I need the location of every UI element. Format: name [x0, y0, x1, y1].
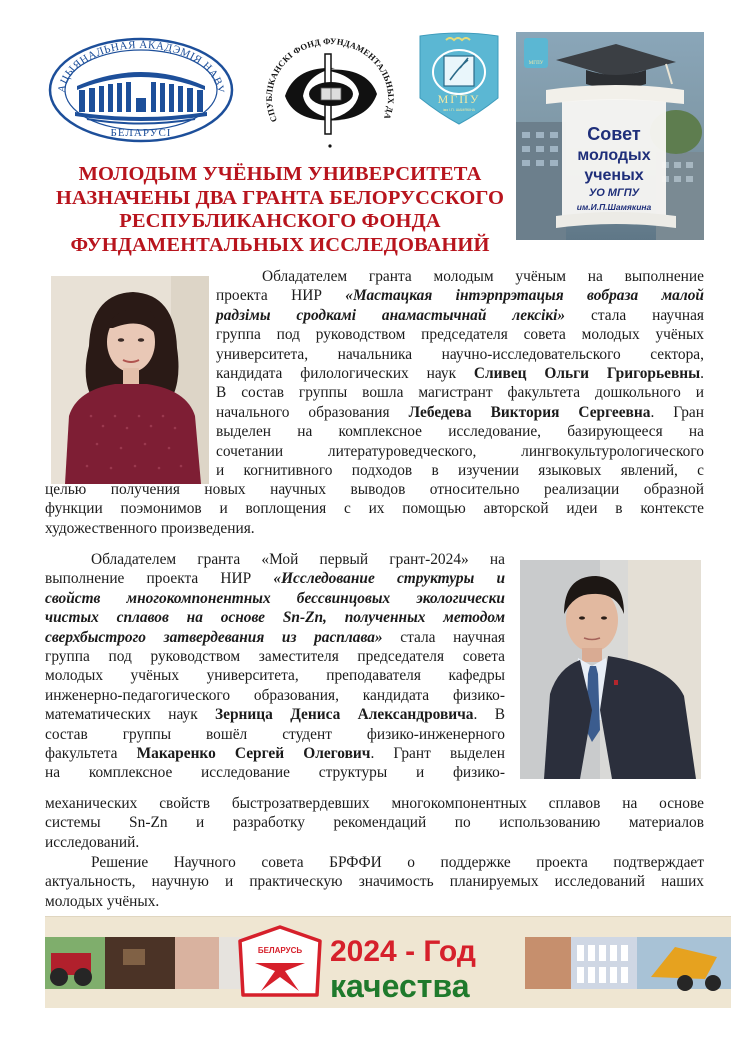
- text-run: факультета: [45, 745, 137, 763]
- text-line: [216, 461, 704, 480]
- text-line: [216, 286, 704, 305]
- text-line: [216, 422, 704, 441]
- text-run: проекта НИР: [216, 287, 346, 305]
- text-line: [216, 403, 704, 422]
- emphasis-run: Макаренко Сергей Олегович: [136, 745, 371, 763]
- brffi-emblem-icon: [255, 28, 405, 153]
- text-run: группа под руководством заместителя председателя совета: [45, 648, 505, 666]
- woman-portrait-image: [51, 276, 209, 484]
- text-line: [45, 725, 505, 744]
- text-run: и когнитивного подходов в изучении языковых явлений, с: [216, 462, 704, 480]
- text-run: . Грант выделен: [370, 745, 505, 763]
- headline-line: НАЗНАЧЕНЫ ДВА ГРАНТА БЕЛОРУССКОГО: [55, 186, 505, 209]
- text-line: [216, 306, 704, 325]
- quality-mark-emblem-icon: [240, 927, 320, 995]
- text-run: инженерно-педагогического образования, кандидата физико-: [45, 686, 505, 704]
- text-line: [216, 267, 704, 286]
- year-of-quality-banner: [45, 916, 731, 1008]
- nan-bottom-text: БЕЛАРУСІ: [110, 127, 172, 139]
- headline-line: РЕСПУБЛИКАНСКОГО ФОНДА: [119, 210, 441, 232]
- text-run: системы Sn-Zn и разработку рекомендаций по использованию материалов: [45, 814, 704, 832]
- text-line: [45, 744, 505, 763]
- text-run: группа под руководством председателя совета молодых учёных: [216, 326, 704, 344]
- text-run: художественного произведения.: [45, 519, 255, 537]
- text-run: функции поэмонимов и воплощения с их помощью авторской идеи в контексте: [45, 500, 704, 518]
- mgpu-shield-icon: [416, 30, 502, 126]
- banner-year-text: 2024 - Год: [330, 935, 476, 968]
- emphasis-run: чистых сплавов на основе Sn-Zn, полученных методом: [45, 609, 505, 627]
- text-line: [45, 628, 505, 647]
- text-line: [45, 686, 505, 705]
- emphasis-run: свойств многокомпонентных бессвинцовых экологически: [45, 589, 505, 607]
- council-mini-logo-label: МГПУ: [528, 61, 544, 66]
- text-line: [45, 813, 704, 832]
- article-headline: [52, 163, 508, 257]
- brffi-logo: [255, 28, 405, 153]
- text-run: сочетании литературоведческого, лингвокультурологического: [216, 442, 704, 460]
- text-run: В состав группы вошла магистрант факультета дошкольного и: [216, 384, 704, 402]
- emphasis-run: «Мастацкая інтэрпрэтацыя вобраза малой: [345, 287, 704, 305]
- text-line: [45, 705, 505, 724]
- text-run: Решение Научного совета БРФФИ о поддержке проекта подтверждает: [91, 854, 704, 871]
- text-line: [216, 364, 704, 383]
- text-run: молодых учёных.: [45, 892, 160, 910]
- young-scientists-council-poster: [516, 32, 704, 240]
- text-run: целью получения новых научных выводов относительно реализации образной: [45, 481, 704, 498]
- council-poster-graphic: [516, 32, 704, 240]
- emphasis-run: Зерница Дениса Александровича: [215, 706, 474, 724]
- text-run: стала научная: [565, 306, 705, 324]
- text-run: Обладателем гранта молодым учёным на выполнение: [262, 268, 704, 285]
- national-academy-logo: [47, 36, 235, 144]
- emphasis-run: Сливец Ольги Григорьевны: [473, 365, 701, 383]
- text-run: исследований.: [45, 833, 140, 851]
- headline-line: МОЛОДЫМ УЧЁНЫМ УНИВЕРСИТЕТА: [78, 163, 482, 185]
- text-line: [45, 892, 704, 911]
- text-run: Обладателем гранта «Мой первый грант-2024» на: [91, 551, 505, 568]
- portrait-photo-sliv: [51, 276, 209, 484]
- text-run: актуальность, научную и практическую значимость планируемых исследований наших: [45, 873, 704, 891]
- text-run: выполнение проекта НИР: [45, 570, 274, 588]
- text-line: [45, 853, 704, 872]
- paragraph-3: [45, 853, 704, 911]
- text-line: [216, 442, 704, 461]
- council-line-5: им.И.П.Шамякина: [576, 202, 652, 212]
- text-line: [45, 519, 704, 538]
- text-line: [45, 499, 704, 518]
- mgpu-subtitle: імя І.П. ШАМЯКІНА: [442, 108, 476, 112]
- text-run: на комплексное исследование структуры и физико-: [45, 764, 505, 782]
- text-run: .: [700, 365, 704, 383]
- text-line: [45, 763, 505, 782]
- banner-quality-text: качества: [330, 968, 470, 1004]
- text-run: выделен на комплексное исследование, базирующееся на: [216, 423, 704, 441]
- paragraph-2-wrapped: [45, 550, 505, 783]
- text-run: кандидата филологических наук: [216, 365, 474, 383]
- emphasis-run: сверхбыстрого затвердевания из расплава»: [45, 628, 383, 646]
- text-line: [216, 383, 704, 402]
- mgpu-logo: [416, 30, 502, 126]
- text-line: [216, 325, 704, 344]
- text-line: [45, 550, 505, 569]
- text-line: [45, 480, 704, 499]
- paragraph-2-full: [45, 794, 704, 852]
- text-run: механических свойств быстрозатвердевших многокомпонентных сплавов на основе: [45, 795, 704, 812]
- text-line: [45, 833, 704, 852]
- council-line-3: ученых: [584, 167, 644, 184]
- banner-graphic: [45, 917, 731, 1008]
- text-run: молодых учёных университета, преподавателя кафедры: [45, 667, 505, 685]
- text-line: [45, 872, 704, 891]
- text-run: . В: [473, 706, 505, 724]
- nan-ring-text: АЦЫЯНАЛЬНАЯ АКАДЭМІЯ НАВУ: [55, 38, 227, 95]
- man-portrait-image: [520, 560, 701, 779]
- council-line-1: Совет: [587, 124, 641, 144]
- text-line: [45, 608, 505, 627]
- emphasis-run: радзімы сродкамі анамастычнай лексікі»: [216, 306, 566, 324]
- text-line: [216, 345, 704, 364]
- brffi-ring-text: СПУБЛІКАНСКІ ФОНД ФУНДАМЕНТАЛЬНЫХ ДА: [263, 35, 397, 124]
- paragraph-1-full: [45, 480, 704, 538]
- text-line: [45, 589, 505, 608]
- mgpu-label: МГПУ: [437, 92, 481, 106]
- council-line-4: УО МГПУ: [588, 187, 640, 199]
- text-run: . Гран: [650, 403, 704, 421]
- emblem-text: БЕЛАРУСЬ: [257, 946, 303, 955]
- emphasis-run: «Исследование структуры и: [273, 570, 505, 588]
- text-run: начального образования: [216, 403, 409, 421]
- text-run: университета, начальника научно-исследовательского сектора,: [216, 345, 704, 363]
- portrait-photo-zernitsa: [520, 560, 701, 779]
- council-line-2: молодых: [577, 147, 651, 164]
- text-run: состав группы вошёл студент физико-инженерного: [45, 725, 505, 743]
- text-line: [45, 666, 505, 685]
- paragraph-1-wrapped: [216, 267, 704, 480]
- text-line: [45, 569, 505, 588]
- text-line: [45, 794, 704, 813]
- text-run: стала научная: [382, 628, 505, 646]
- emphasis-run: Лебедева Виктория Сергеевна: [408, 403, 651, 421]
- headline-line: ФУНДАМЕНТАЛЬНЫХ ИССЛЕДОВАНИЙ: [70, 233, 490, 256]
- text-line: [45, 647, 505, 666]
- national-academy-emblem-icon: [47, 36, 235, 144]
- text-run: математических наук: [45, 706, 216, 724]
